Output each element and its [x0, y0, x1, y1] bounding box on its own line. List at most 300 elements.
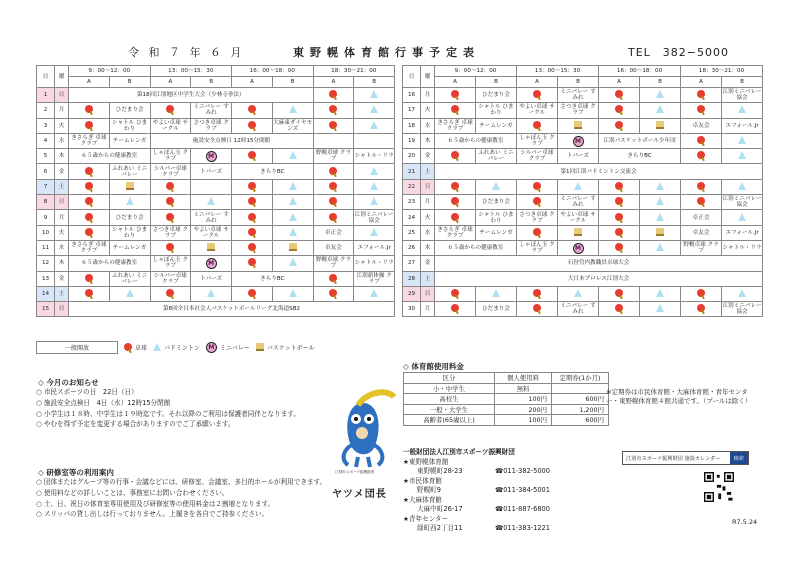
fee-individual: 100円: [495, 415, 552, 426]
table-tennis-icon: [329, 274, 337, 282]
table-tennis-icon: [697, 289, 705, 297]
reserved-cell: 江別ミニバレー 協会: [722, 196, 762, 209]
open-play-cell: [150, 179, 191, 194]
training-item: ○ 団体またはグループ等の行事・会議などには、研修室、会議室、多目的ホールが利用できます。: [36, 478, 327, 486]
schedule-row: [403, 149, 763, 164]
weekday: 金: [421, 256, 435, 271]
day-number: 7: [37, 179, 55, 194]
open-play-cell: [435, 149, 476, 164]
open-play-cell: [558, 133, 599, 148]
weekday: 月: [55, 103, 69, 118]
fee-pass: 600円: [552, 415, 609, 426]
weekday: 水: [55, 133, 69, 148]
weekday: 金: [55, 164, 69, 179]
day-header: 日: [403, 66, 421, 88]
reserved-cell: ６５歳からの健康教室: [435, 133, 517, 148]
table-tennis-icon: [248, 258, 256, 266]
schedule-head-left: [37, 66, 395, 88]
badminton-icon: [289, 182, 297, 190]
schedule-row: [37, 302, 395, 317]
open-play-cell: [558, 240, 599, 255]
open-play-cell: [435, 103, 476, 118]
weekday: 土: [55, 179, 69, 194]
fee-pass: 1,200円: [552, 404, 609, 415]
open-play-cell: [272, 195, 313, 210]
reserved-cell: きらりBC: [232, 164, 314, 179]
version-label: R7.5.24: [732, 518, 758, 526]
open-play-cell: [517, 225, 558, 240]
schedule-head-right: [403, 66, 763, 88]
badminton-icon: [126, 289, 134, 297]
open-play-cell: [232, 103, 273, 118]
reserved-cell: 野幌卓球 クラブ: [313, 149, 354, 164]
weekday: 日: [421, 179, 435, 194]
reserved-cell: ミニバレー すみれ: [191, 103, 232, 118]
badminton-icon: [289, 228, 297, 236]
time-slot-header: 16：00〜18：00: [599, 66, 681, 77]
fee-header: 個人使用料: [495, 373, 552, 384]
basketball-icon: [574, 121, 582, 129]
open-play-cell: [476, 286, 517, 301]
open-play-cell: [435, 195, 476, 210]
open-play-cell: [272, 149, 313, 164]
schedule-row: [403, 240, 763, 255]
day-number: 26: [403, 240, 421, 255]
open-play-cell: [313, 103, 354, 118]
schedule-row: [403, 133, 763, 148]
open-play-cell: [681, 195, 722, 210]
open-play-cell: [354, 225, 395, 240]
table-tennis-icon: [248, 213, 256, 221]
day-number: 20: [403, 149, 421, 164]
day-number: 5: [37, 149, 55, 164]
open-play-cell: [354, 88, 395, 103]
weekday: 木: [421, 133, 435, 148]
notice-title-text: 今月のお知らせ: [46, 378, 99, 387]
reserved-cell: トバーズ: [558, 149, 599, 164]
table-tennis-icon: [166, 105, 174, 113]
table-tennis-icon: [329, 90, 337, 98]
open-play-cell: [599, 118, 640, 133]
table-tennis-icon: [615, 121, 623, 129]
court-header: B: [722, 77, 763, 88]
reserved-cell: 卓正会: [313, 225, 354, 240]
weekday: 火: [421, 210, 435, 225]
badminton-icon: [656, 213, 664, 221]
badminton-icon: [370, 121, 378, 129]
open-play-cell: [681, 103, 722, 118]
contact-row: [403, 486, 550, 496]
open-play-cell: [272, 103, 313, 118]
reserved-cell: ６５歳からの健康教室: [435, 240, 517, 255]
schedule-row: [37, 133, 395, 148]
open-play-cell: [640, 240, 681, 255]
reserved-cell: 江別新体操 クラブ: [354, 271, 395, 286]
notice-item: ○ やむを得ず予定を変更する場合がありますのでご了承願います。: [36, 420, 235, 429]
open-play-cell: [640, 103, 681, 118]
schedule-row: [37, 149, 395, 164]
court-header: B: [272, 77, 313, 88]
reserved-cell: 第18回江別地区中学生大会（少林寺拳法）: [69, 88, 314, 103]
day-number: 21: [403, 164, 421, 179]
open-play-cell: [435, 88, 476, 103]
reserved-cell: しゃぼん玉 クラブ: [150, 149, 191, 164]
open-play-cell: [354, 118, 395, 133]
open-play-cell: [599, 103, 640, 118]
qr-code-icon[interactable]: [704, 472, 734, 502]
reserved-cell: ６５歳からの健康教室: [69, 149, 151, 164]
legend-bd-label: バドミントン: [164, 344, 200, 352]
schedule-row: [37, 210, 395, 225]
reserved-cell: しゃぼん玉 クラブ: [517, 240, 558, 255]
contact-place: 野幌町9: [417, 486, 441, 494]
contact-place: ★東野幌体育館: [403, 457, 449, 466]
badminton-icon: [289, 151, 297, 159]
table-tennis-icon: [166, 182, 174, 190]
schedule-row: [37, 118, 395, 133]
badminton-icon: [574, 289, 582, 297]
contact-row: [403, 505, 550, 515]
table-tennis-icon: [85, 167, 93, 175]
reserved-cell: シャトル・リラ: [354, 256, 395, 271]
weekday: 金: [55, 271, 69, 286]
schedule-row: [37, 225, 395, 240]
table-tennis-icon: [697, 197, 705, 205]
open-play-cell: [435, 210, 476, 225]
table-tennis-icon: [451, 182, 459, 190]
contact-place: ★大麻体育館: [403, 495, 442, 504]
contact-place: 大麻中町26-17: [417, 505, 463, 513]
fee-title-text: 体育館使用料金: [411, 362, 464, 371]
weekday: 日: [55, 302, 69, 317]
reserved-cell: ミニバレー すみれ: [191, 210, 232, 225]
legend-minivolley: [206, 342, 250, 353]
open-play-cell: [191, 240, 232, 255]
court-header: B: [476, 77, 517, 88]
badminton-icon: [370, 289, 378, 297]
table-tennis-icon: [533, 197, 541, 205]
schedule-row: [403, 103, 763, 118]
reserved-cell: チームレンガ: [109, 133, 150, 148]
reserved-cell: ひだまり会: [109, 210, 150, 225]
day-number: 19: [403, 133, 421, 148]
day-number: 6: [37, 164, 55, 179]
reserved-cell: さつき卓球 クラブ: [191, 118, 232, 133]
reserved-cell: シャトル・リラ: [354, 149, 395, 164]
reserved-cell: しゃぼん玉 クラブ: [517, 133, 558, 148]
weekday: 水: [421, 225, 435, 240]
basketball-icon: [289, 243, 297, 251]
minivolley-icon: M: [206, 258, 217, 269]
schedule-row: [403, 195, 763, 210]
table-tennis-icon: [248, 289, 256, 297]
table-tennis-icon: [85, 182, 93, 190]
reserved-cell: チームレンガ: [109, 240, 150, 255]
contact-phone: ☎011-383-1221: [495, 524, 550, 532]
reserved-cell: 野幌卓球 クラブ: [313, 256, 354, 271]
reserved-cell: チームレンガ: [476, 118, 517, 133]
fee-table: [403, 372, 609, 426]
fee-category: 一般・大学生: [404, 404, 495, 415]
table-tennis-icon: [533, 90, 541, 98]
open-play-cell: [232, 256, 273, 271]
badminton-icon: [574, 182, 582, 190]
schedule-row: [403, 286, 763, 301]
weekday: 土: [421, 164, 435, 179]
open-play-cell: [681, 88, 722, 103]
table-tennis-icon: [615, 182, 623, 190]
court-header: A: [517, 77, 558, 88]
legend-basketball: [256, 343, 315, 352]
time-slot-header: 18：30〜21：00: [313, 66, 395, 77]
table-tennis-icon: [248, 197, 256, 205]
badminton-icon: [370, 197, 378, 205]
reserved-cell: きさらぎ 卓球クラブ: [435, 118, 476, 133]
table-tennis-icon: [85, 121, 93, 129]
reserved-cell: きさらぎ 卓球クラブ: [69, 240, 110, 255]
court-header: B: [191, 77, 232, 88]
fee-note: ※定期券は市民体育館・大麻体育館・青年センター・東野幌体育館４館共通です。（プールは除く）: [606, 388, 752, 405]
day-number: 4: [37, 133, 55, 148]
reserved-cell: ミニバレー すみれ: [558, 88, 599, 103]
table-tennis-icon: [697, 304, 705, 312]
badminton-icon: [492, 289, 500, 297]
open-play-cell: [109, 286, 150, 301]
open-play-cell: [435, 179, 476, 194]
reserved-cell: きらりBC: [599, 149, 681, 164]
open-play-cell: [599, 179, 640, 194]
schedule-row: [37, 271, 395, 286]
open-play-cell: [517, 195, 558, 210]
schedule-row: [37, 240, 395, 255]
open-play-cell: [69, 164, 110, 179]
reserved-cell: チームレンガ: [476, 225, 517, 240]
contact-row: [403, 458, 550, 468]
table-tennis-icon: [451, 105, 459, 113]
search-button[interactable]: 検索: [730, 452, 748, 464]
reserved-cell: シャトル ひまわり: [476, 210, 517, 225]
contact-block: [403, 448, 550, 534]
badminton-icon: [153, 343, 161, 351]
reserved-cell: 第8回全日本社会人バスケットボールリーグ北海道SB2: [69, 302, 395, 317]
notice-item: ○ 小学生は１８時、中学生は１９時迄です。それ以降のご利用は保護者同伴となります。: [36, 409, 300, 418]
court-header: B: [640, 77, 681, 88]
open-play-cell: [722, 210, 763, 225]
weekday: 月: [421, 88, 435, 103]
weekday: 月: [55, 210, 69, 225]
table-tennis-icon: [697, 151, 705, 159]
legend-tt-label: 卓球: [135, 344, 148, 352]
court-header: A: [599, 77, 640, 88]
open-play-cell: [722, 286, 763, 301]
schedule-body-left: [37, 88, 395, 317]
open-play-cell: [640, 195, 681, 210]
reserved-cell: ふれあい ミニバレー: [109, 271, 150, 286]
open-play-cell: [599, 210, 640, 225]
badminton-icon: [370, 90, 378, 98]
reserved-cell: 野幌卓球 クラブ: [681, 240, 722, 255]
day-number: 22: [403, 179, 421, 194]
open-play-cell: [232, 286, 273, 301]
minivolley-icon: M: [573, 243, 584, 254]
table-tennis-icon: [697, 182, 705, 190]
notice-item: ○ 施設安全点検日 4日（水）12時15分閉館: [36, 398, 171, 407]
weekday: 日: [421, 286, 435, 301]
open-play-cell: [517, 118, 558, 133]
table-tennis-icon: [85, 213, 93, 221]
table-tennis-icon: [248, 121, 256, 129]
table-tennis-icon: [248, 182, 256, 190]
open-play-cell: [313, 179, 354, 194]
time-slot-header: 13：00〜15：30: [517, 66, 599, 77]
weekday: 日: [55, 195, 69, 210]
basketball-icon: [207, 243, 215, 251]
badminton-icon: [289, 213, 297, 221]
schedule-row: [403, 164, 763, 179]
training-item: ○ 使用料などの詳しいことは、事務室にお問い合わせください。: [36, 488, 229, 497]
contact-phone: ☎011-384-5001: [495, 486, 550, 494]
schedule-row: [37, 88, 395, 103]
schedule-row: [403, 256, 763, 271]
schedule-header-row: [403, 66, 763, 77]
open-play-cell: [313, 286, 354, 301]
fee-title: ◇ 体育館使用料金: [403, 362, 464, 371]
table-tennis-icon: [329, 197, 337, 205]
reserved-cell: トバーズ: [191, 271, 232, 286]
table-tennis-icon: [85, 197, 93, 205]
open-play-cell: [69, 195, 110, 210]
weekday: 土: [421, 271, 435, 286]
badminton-icon: [289, 258, 297, 266]
badminton-icon: [656, 105, 664, 113]
schedule-row: [403, 271, 763, 286]
notice-list: [36, 387, 300, 430]
weekday-header: 曜: [421, 66, 435, 88]
day-number: 9: [37, 210, 55, 225]
badminton-icon: [738, 151, 746, 159]
open-play-cell: [69, 179, 110, 194]
open-play-cell: [354, 164, 395, 179]
fee-category: 高校生: [404, 394, 495, 405]
badminton-icon: [492, 182, 500, 190]
open-play-cell: [640, 302, 681, 317]
open-play-cell: [313, 195, 354, 210]
open-play-cell: [232, 149, 273, 164]
reserved-cell: やよい卓球 サークル: [191, 225, 232, 240]
fee-row: [404, 394, 609, 405]
open-play-cell: [599, 195, 640, 210]
table-tennis-icon: [451, 197, 459, 205]
reserved-cell: シャトル・リラ: [722, 240, 763, 255]
reserved-cell: シルバー卓球 クラブ: [517, 149, 558, 164]
table-tennis-icon: [248, 105, 256, 113]
reserved-cell: シャトル ひまわり: [109, 225, 150, 240]
schedule-row: [37, 179, 395, 194]
court-header-row: [403, 77, 763, 88]
badminton-icon: [738, 213, 746, 221]
schedule-row: [37, 195, 395, 210]
legend-general-label: 一般開放: [64, 344, 89, 352]
reserved-cell: 第1回江別バドミントン交流会: [435, 164, 763, 179]
reserved-cell: シルバー卓球 クラブ: [150, 164, 191, 179]
weekday: 金: [421, 149, 435, 164]
open-play-cell: [640, 286, 681, 301]
fee-category: 高齢者(65歳以上): [404, 415, 495, 426]
empty-cell: [354, 133, 395, 148]
badminton-icon: [207, 289, 215, 297]
minivolley-icon: M: [206, 151, 217, 162]
contact-row: [403, 524, 550, 534]
reserved-cell: やよい卓球 サークル: [517, 103, 558, 118]
table-tennis-icon: [697, 136, 705, 144]
open-play-cell: [354, 179, 395, 194]
calendar-search-banner[interactable]: [622, 451, 749, 465]
reserved-cell: ミニバレー すみれ: [558, 195, 599, 210]
open-play-cell: [109, 195, 150, 210]
fee-header: 区分: [404, 373, 495, 384]
open-play-cell: [272, 286, 313, 301]
day-number: 24: [403, 210, 421, 225]
reserved-cell: 卓友会: [681, 118, 722, 133]
fee-pass: [552, 383, 609, 394]
open-play-cell: [69, 210, 110, 225]
court-header: B: [558, 77, 599, 88]
weekday: 木: [421, 240, 435, 255]
reserved-cell: きさらぎ 卓球クラブ: [435, 225, 476, 240]
open-play-cell: [722, 133, 763, 148]
page-title: 東野幌体育館行事予定表: [293, 46, 480, 59]
reserved-cell: 江別ミニバレー 協会: [354, 211, 394, 224]
open-play-cell: [232, 118, 273, 133]
weekday: 日: [55, 88, 69, 103]
table-tennis-icon: [533, 121, 541, 129]
weekday: 火: [421, 103, 435, 118]
reserved-cell: やよい卓球 サークル: [150, 118, 191, 133]
table-tennis-icon: [85, 274, 93, 282]
schedule-row: [37, 256, 395, 271]
schedule-row: [403, 118, 763, 133]
reserved-cell: 江別ミニバレー 協会: [722, 303, 762, 316]
open-play-cell: [313, 164, 354, 179]
reserved-cell: 石狩管内教職員卓球大会: [435, 256, 763, 271]
fee-header: 定期券(1か月): [552, 373, 609, 384]
open-play-cell: [272, 210, 313, 225]
badminton-icon: [656, 304, 664, 312]
reserved-cell: 江別ミニバレー 協会: [722, 89, 762, 102]
reserved-cell: 施設安全点検日 12時15分閉館: [150, 133, 313, 148]
fee-category: 小・中学生: [404, 383, 495, 394]
open-play-cell: [722, 149, 763, 164]
table-tennis-icon: [248, 243, 256, 251]
minivolley-icon: M: [206, 342, 217, 353]
badminton-icon: [370, 167, 378, 175]
basketball-icon: [256, 343, 264, 351]
open-play-cell: [640, 118, 681, 133]
open-play-cell: [599, 240, 640, 255]
open-play-cell: [476, 179, 517, 194]
table-tennis-icon: [615, 197, 623, 205]
badminton-icon: [289, 197, 297, 205]
badminton-icon: [289, 289, 297, 297]
table-tennis-icon: [533, 304, 541, 312]
table-tennis-icon: [248, 228, 256, 236]
reserved-cell: ふれあい ミニバレー: [476, 149, 517, 164]
open-play-cell: [69, 225, 110, 240]
open-play-cell: [722, 179, 763, 194]
reserved-cell: 江別バスケットボール少年団: [599, 133, 681, 148]
badminton-icon: [656, 289, 664, 297]
contact-phone: ☎011-887-6800: [495, 505, 550, 513]
